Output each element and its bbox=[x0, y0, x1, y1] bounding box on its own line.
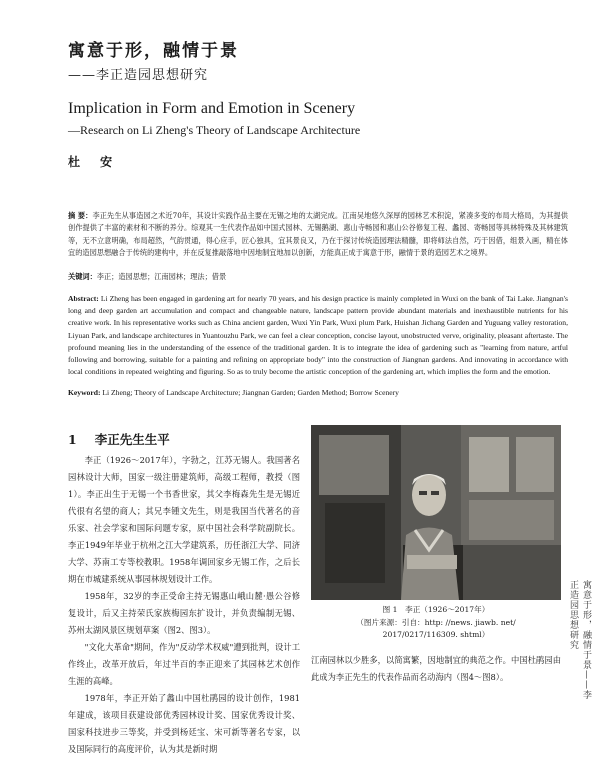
title-zh: 寓意于形，融情于景 bbox=[68, 41, 239, 61]
body-paragraph: 1978年，李正开始了蠡山中国杜鹃园的设计创作，1981年建成，该项目获建设部优秀园林设计奖、国家优秀设计奖、国家科技进步三等奖，并受到杨廷宝、宋可新等著名专家，以及国际同行的高度评价，认为其是新时期 bbox=[68, 693, 300, 754]
body-paragraph: 1958年，32岁的李正受命主持无锡惠山峨山麓·愚公谷修复设计，后又主持荣氏家族梅园东扩设计，并负责编制无锡、苏州太湖风景区规划草案（图2、图3）。 bbox=[68, 591, 300, 635]
section-number: 1 bbox=[68, 432, 77, 447]
running-header-vertical: 寓意于形，融情于景——李正造园思想研究 bbox=[568, 580, 591, 700]
abstract-zh-text: 李正先生从事造园之术近70年，其设计实践作品主要在无锡之地的太湖完成。江南吴地悠久深厚的园林艺术积淀，紧凑多变的布局大格局，为其提供创作提供了丰富的素材和不断的养分。综观其一生代表作品如中国式园林、无锡鹅湖、惠山寺畅园和惠山公谷修复工程、蠡园、寄畅园等具林特殊及其林建筑等，无不立意明确，布局超然，气韵贯通，得心应手，匠心独具，宜其景良又，乃在于探讨传统造园理法精髓，即将师法自然，巧于因借，组景入画，精在体宜的造园思想融合于传统的建构中，并在反复推敲落地中因地制宜地加以创新，方能真正成于寓意于形，融情于景的造园艺术之境界。 bbox=[68, 211, 568, 258]
body-paragraph: 李正（1926～2017年），字勃之，江苏无锡人。我国著名园林设计大师，国家一级注册建筑师，高级工程师，教授（图1）。李正出生于无锡一个书香世家，其父李梅森先生是无锡近代很有名望的商人；其兄李锺文先生，则是我国当代著名的音乐家、社会学家和国际问题专家，原中国社会科学院副院长。李正1949年毕业于杭州之江大学建筑系，历任浙江大学、同济大学、苏南工专等校教职。1958年调回家乡无锡工作，之后长期在市城建系统从事园林规划设计工作。 bbox=[68, 455, 300, 584]
abstract-en-label: Abstract: bbox=[68, 294, 99, 303]
keywords-en-text: Li Zheng; Theory of Landscape Architecture; Jiangnan Garden; Garden Method; Borrow Scenery bbox=[102, 388, 399, 397]
keywords-zh bbox=[68, 271, 568, 283]
keywords-en-label: Keyword: bbox=[68, 388, 101, 397]
figure-caption-url: 2017/0217/116309. shtml） bbox=[382, 630, 490, 639]
abstract-zh-label: 摘 要： bbox=[68, 211, 93, 220]
body-left-column bbox=[68, 452, 300, 758]
figure-caption-source: （图片来源：引自：http: //news. jiawb. net/ bbox=[356, 617, 516, 627]
subtitle-zh: ——李正造园思想研究 bbox=[68, 68, 209, 83]
body-paragraph: "文化大革命"期间，作为"反动学术权威"遭到批判，设计工作终止，改革开放后，年过半百的李正迎来了其园林艺术创作生涯的高峰。 bbox=[68, 642, 300, 686]
keywords-zh-label: 关键词： bbox=[68, 272, 97, 281]
section-title: 李正先生生平 bbox=[94, 432, 170, 447]
section-heading bbox=[68, 430, 170, 448]
portrait-illustration bbox=[311, 425, 561, 600]
keywords-en bbox=[68, 387, 568, 399]
figure-caption bbox=[311, 604, 561, 642]
portrait-photo bbox=[311, 425, 561, 600]
keywords-zh-text: 李正；造园思想；江南园林；理法；借景 bbox=[96, 272, 227, 281]
body-right-column bbox=[311, 652, 561, 686]
subtitle-en: —Research on Li Zheng's Theory of Landscape Architecture bbox=[68, 123, 361, 137]
abstract-zh bbox=[68, 210, 568, 260]
abstract-en bbox=[68, 293, 568, 378]
abstract-en-text: Li Zheng has been engaged in gardening art for nearly 70 years, and his design practice is mainly completed in Wuxi on the bank of Tai Lake. Jiangnan's long and deep garden art accumulation and compact and changeable nature, landscape pattern provide abundant materials and inexhaustible nutrients for his creative work. In his representative works such as China ancient garden, Wuxi Yin Park, Wuxi plum Park, Huishan Jichang Garden and Yuguang valley restoration, Liyuan Park, and landscape architectures in Yuantouzhu Park, we can feel a clear conception, concise layout, unobstructed verve, originality, pleasant aftertaste. The profound meaning lies in the understanding of the essence of the traditional garden. It is to integrate the idea of gardening such as "learning from nature, artful following and borrowing, suitable for a painting and refining on appropriate body" into the construction of Jiangnan gardens. And innovating in accordance with local conditions in repeated weighting and figuring. So as to truly become the artistic conception of the gardening art, which implies the form and the emotion. bbox=[68, 294, 568, 377]
author: 杜 安 bbox=[68, 155, 121, 169]
body-paragraph: 江南园林以少胜多，以简寓繁，因地制宜的典范之作。中国杜鹃园由此成为李正先生的代表作品而名动海内（图4～图8）。 bbox=[311, 655, 561, 682]
title-en: Implication in Form and Emotion in Scenery bbox=[68, 100, 356, 117]
figure-caption-title: 图 1 李正（1926～2017年） bbox=[382, 605, 490, 614]
